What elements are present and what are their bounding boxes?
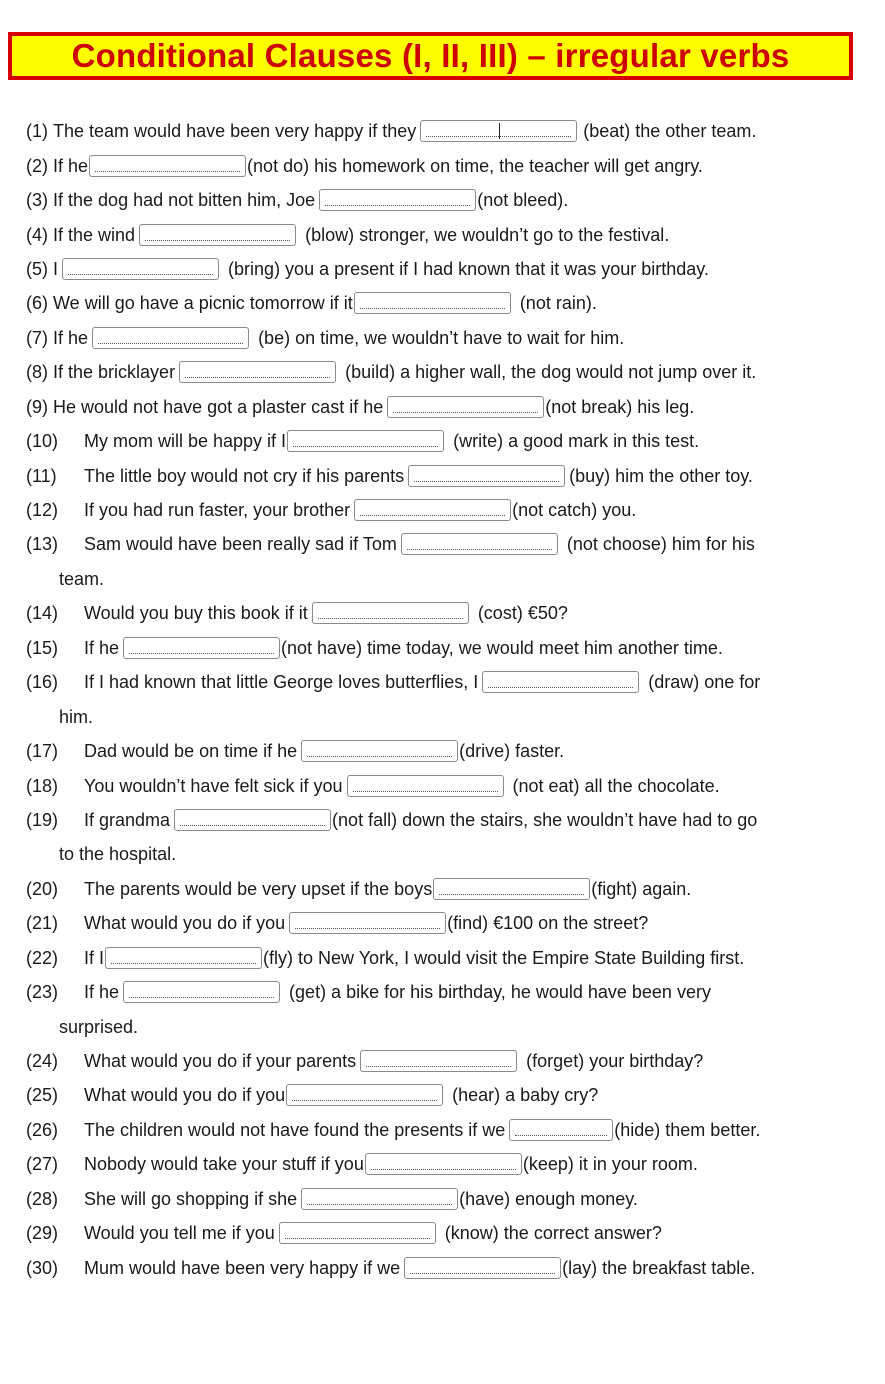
sentence-before: If the bricklayer <box>53 362 176 383</box>
item-number: (29) <box>26 1223 59 1244</box>
sentence-before: If he <box>53 327 89 348</box>
sentence-before: What would you do if you <box>84 913 286 934</box>
sentence-after: (have) enough money. <box>459 1188 638 1209</box>
answer-blank[interactable] <box>287 430 444 452</box>
answer-blank[interactable] <box>289 912 446 934</box>
exercise-item-2 <box>26 148 856 182</box>
sentence-before: The children would not have found the presents if we <box>84 1119 506 1140</box>
answer-blank[interactable] <box>387 396 544 418</box>
sentence-before: We will go have a picnic tomorrow if it <box>53 293 353 314</box>
item-number: (3) <box>26 190 48 211</box>
exercise-item-12 <box>26 493 856 527</box>
answer-blank[interactable] <box>319 189 476 211</box>
sentence-after: (hide) them better. <box>614 1119 761 1140</box>
item-number: (28) <box>26 1188 59 1209</box>
sentence-before: If you had run faster, your brother <box>84 500 351 521</box>
sentence-before: If he <box>84 982 120 1003</box>
item-number: (18) <box>26 775 59 796</box>
item-number: (14) <box>26 603 59 624</box>
answer-blank[interactable] <box>354 292 511 314</box>
item-number: (11) <box>26 465 57 486</box>
item-number: (23) <box>26 982 59 1003</box>
exercise-item-29 <box>26 1216 856 1250</box>
exercise-item-6 <box>26 286 856 320</box>
sentence-after: (lay) the breakfast table. <box>562 1257 756 1278</box>
sentence-before: I <box>53 258 59 279</box>
answer-blank[interactable] <box>301 740 458 762</box>
answer-blank[interactable] <box>179 361 336 383</box>
sentence-before: Nobody would take your stuff if you <box>84 1154 364 1175</box>
sentence-before: If the dog had not bitten him, Joe <box>53 190 316 211</box>
answer-blank[interactable] <box>62 258 219 280</box>
exercise-item-1 <box>26 114 856 148</box>
exercise-item-24 <box>26 1044 856 1078</box>
sentence-after: (get) a bike for his birthday, he would have been very <box>289 982 711 1003</box>
sentence-after: (fly) to New York, I would visit the Empire State Building first. <box>263 947 745 968</box>
exercise-item-22 <box>26 941 856 975</box>
exercise-item-30 <box>26 1250 856 1284</box>
item-number: (4) <box>26 224 48 245</box>
item-number: (26) <box>26 1119 59 1140</box>
exercise-item-13 <box>26 527 856 561</box>
answer-blank[interactable] <box>123 637 280 659</box>
sentence-after: (not bleed). <box>477 190 569 211</box>
sentence-continued: him. <box>59 706 94 727</box>
item-number: (27) <box>26 1154 59 1175</box>
sentence-before: If grandma <box>84 809 171 830</box>
item-number: (24) <box>26 1051 59 1072</box>
sentence-before: What would you do if you <box>84 1085 286 1106</box>
exercise-item-9 <box>26 390 856 424</box>
item-number: (21) <box>26 913 59 934</box>
exercise-item-21 <box>26 906 856 940</box>
sentence-before: The parents would be very upset if the boys <box>84 878 433 899</box>
exercise-item-28 <box>26 1182 856 1216</box>
exercise-item-16 <box>26 665 856 699</box>
item-number: (17) <box>26 741 59 762</box>
exercise-item-19 <box>26 803 856 837</box>
exercise-item-25 <box>26 1078 856 1112</box>
answer-blank[interactable] <box>89 155 246 177</box>
sentence-after: (draw) one for <box>648 672 761 693</box>
sentence-before: My mom will be happy if I <box>84 431 287 452</box>
sentence-before: She will go shopping if she <box>84 1188 298 1209</box>
answer-blank[interactable] <box>92 327 249 349</box>
item-number: (9) <box>26 396 48 417</box>
item-number: (20) <box>26 878 59 899</box>
sentence-after: (find) €100 on the street? <box>447 913 649 934</box>
answer-blank[interactable] <box>404 1257 561 1279</box>
exercise-item-13-continued <box>26 562 856 596</box>
exercise-item-20 <box>26 872 856 906</box>
sentence-before: If he <box>53 155 89 176</box>
item-number: (16) <box>26 672 59 693</box>
item-number: (2) <box>26 155 48 176</box>
sentence-before: You wouldn’t have felt sick if you <box>84 775 343 796</box>
answer-blank[interactable] <box>408 465 565 487</box>
answer-blank[interactable] <box>105 947 262 969</box>
sentence-after: (fight) again. <box>591 878 692 899</box>
item-number: (5) <box>26 258 48 279</box>
exercise-item-14 <box>26 596 856 630</box>
sentence-after: (keep) it in your room. <box>522 1154 698 1175</box>
answer-blank[interactable] <box>139 224 296 246</box>
answer-blank[interactable] <box>123 981 280 1003</box>
item-number: (15) <box>26 637 59 658</box>
answer-blank[interactable] <box>354 499 511 521</box>
sentence-before: If he <box>84 637 120 658</box>
exercise-item-26 <box>26 1113 856 1147</box>
sentence-before: Sam would have been really sad if Tom <box>84 534 397 555</box>
sentence-before: What would you do if your parents <box>84 1051 357 1072</box>
page-title: Conditional Clauses (I, II, III) – irregular verbs <box>71 37 790 74</box>
exercise-item-7 <box>26 321 856 355</box>
answer-blank[interactable] <box>279 1222 436 1244</box>
sentence-before: Would you buy this book if it <box>84 603 308 624</box>
sentence-after: (know) the correct answer? <box>444 1223 662 1244</box>
sentence-after: (cost) €50? <box>477 603 568 624</box>
sentence-after: (not do) his homework on time, the teacher will get angry. <box>247 155 703 176</box>
exercise-item-16-continued <box>26 699 856 733</box>
sentence-after: (not catch) you. <box>512 500 637 521</box>
sentence-continued: to the hospital. <box>59 844 177 865</box>
answer-blank[interactable] <box>347 775 504 797</box>
sentence-after: (not have) time today, we would meet him another time. <box>281 637 723 658</box>
exercise-item-17 <box>26 734 856 768</box>
sentence-after: (not choose) him for his <box>566 534 755 555</box>
sentence-continued: surprised. <box>59 1016 139 1037</box>
sentence-after: (not fall) down the stairs, she wouldn’t have had to go <box>332 809 758 830</box>
answer-blank[interactable] <box>433 878 590 900</box>
answer-blank[interactable] <box>365 1153 522 1175</box>
sentence-after: (not rain). <box>519 293 597 314</box>
sentence-after: (forget) your birthday? <box>526 1051 704 1072</box>
sentence-continued: team. <box>59 568 105 589</box>
sentence-after: (not break) his leg. <box>545 396 695 417</box>
sentence-before: Dad would be on time if he <box>84 741 298 762</box>
item-number: (10) <box>26 431 59 452</box>
answer-blank[interactable] <box>312 602 469 624</box>
item-number: (30) <box>26 1257 59 1278</box>
item-number: (7) <box>26 327 48 348</box>
exercise-item-18 <box>26 768 856 802</box>
answer-blank[interactable] <box>482 671 639 693</box>
exercise-item-27 <box>26 1147 856 1181</box>
exercise-item-15 <box>26 631 856 665</box>
answer-blank[interactable] <box>174 809 331 831</box>
item-number: (25) <box>26 1085 59 1106</box>
exercise-item-23-continued <box>26 1009 856 1043</box>
answer-blank[interactable] <box>360 1050 517 1072</box>
exercise-item-3 <box>26 183 856 217</box>
sentence-before: Mum would have been very happy if we <box>84 1257 401 1278</box>
sentence-after: (blow) stronger, we wouldn’t go to the festival. <box>305 224 670 245</box>
answer-blank[interactable] <box>401 533 558 555</box>
sentence-after: (build) a higher wall, the dog would not jump over it. <box>345 362 757 383</box>
answer-blank[interactable] <box>286 1084 443 1106</box>
sentence-before: He would not have got a plaster cast if he <box>53 396 384 417</box>
exercise-list <box>26 114 856 1285</box>
exercise-item-11 <box>26 458 856 492</box>
answer-blank[interactable] <box>420 120 577 142</box>
item-number: (22) <box>26 947 59 968</box>
item-number: (1) <box>26 121 48 142</box>
exercise-item-4 <box>26 217 856 251</box>
item-number: (6) <box>26 293 48 314</box>
sentence-after: (hear) a baby cry? <box>452 1085 599 1106</box>
item-number: (12) <box>26 500 59 521</box>
title-banner <box>8 32 853 80</box>
sentence-before: If the wind <box>53 224 136 245</box>
answer-blank[interactable] <box>509 1119 613 1141</box>
sentence-after: (drive) faster. <box>459 741 565 762</box>
exercise-item-19-continued <box>26 837 856 871</box>
exercise-item-5 <box>26 252 856 286</box>
exercise-item-8 <box>26 355 856 389</box>
sentence-before: If I had known that little George loves butterflies, I <box>84 672 479 693</box>
item-number: (13) <box>26 534 59 555</box>
sentence-after: (write) a good mark in this test. <box>453 431 700 452</box>
sentence-after: (bring) you a present if I had known that it was your birthday. <box>228 258 709 279</box>
sentence-before: The team would have been very happy if they <box>53 121 417 142</box>
answer-blank[interactable] <box>301 1188 458 1210</box>
sentence-after: (beat) the other team. <box>583 121 757 142</box>
item-number: (19) <box>26 809 59 830</box>
exercise-item-10 <box>26 424 856 458</box>
sentence-after: (buy) him the other toy. <box>569 465 753 486</box>
exercise-item-23 <box>26 975 856 1009</box>
sentence-before: If I <box>84 947 105 968</box>
sentence-before: The little boy would not cry if his parents <box>84 465 405 486</box>
sentence-after: (be) on time, we wouldn’t have to wait for him. <box>258 327 625 348</box>
sentence-before: Would you tell me if you <box>84 1223 275 1244</box>
item-number: (8) <box>26 362 48 383</box>
sentence-after: (not eat) all the chocolate. <box>512 775 720 796</box>
